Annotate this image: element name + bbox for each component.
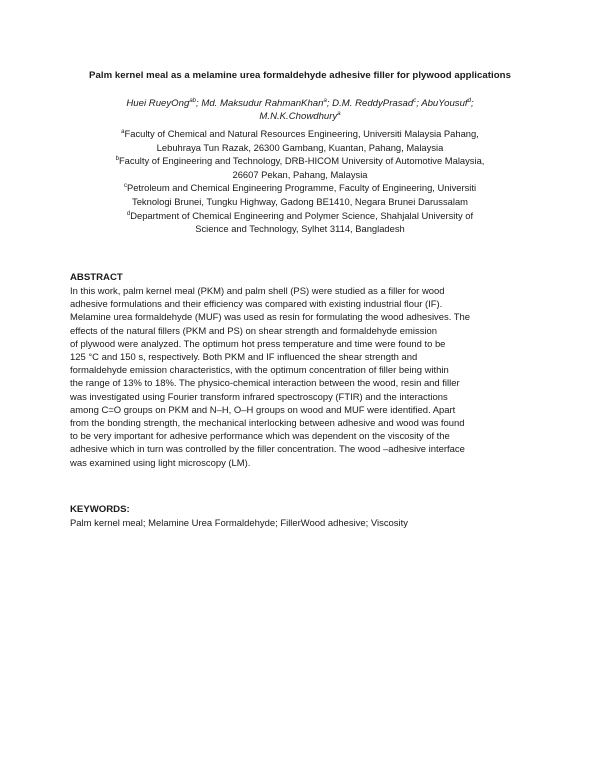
author-name: Md. Maksudur RahmanKhan xyxy=(201,98,324,109)
affiliation-mark: b xyxy=(115,156,119,163)
author-separator: ; xyxy=(416,98,422,109)
affiliation-line: Department of Chemical Engineering and Polymer Science, Shahjalal University of xyxy=(130,209,474,221)
abstract-line: was examined using light microscopy (LM). xyxy=(70,457,251,469)
author-name: AbuYousuf xyxy=(421,98,468,109)
author-affiliation-mark: ab xyxy=(189,97,196,104)
abstract-line: adhesive formulations and their efficiency was compared with existing industrial flour (IF). xyxy=(70,299,443,311)
author-name: Huei RueyOng xyxy=(126,98,190,109)
author-separator: ; xyxy=(196,98,202,109)
abstract-line: formaldehyde emission characteristics, with the optimum concentration of filler being within xyxy=(70,365,449,377)
affiliation-line: Faculty of Chemical and Natural Resources Engineering, Universiti Malaysia Pahang, xyxy=(124,128,479,139)
abstract-line: to be very important for adhesive performance which was dependent on the viscosity of the xyxy=(70,431,450,443)
affiliation-line: Science and Technology, Sylhet 3114, Bangladesh xyxy=(195,223,405,235)
abstract-line: from the bonding strength, the mechanical interlocking between adhesive and wood was found xyxy=(70,418,465,430)
affiliation-mark: c xyxy=(123,183,127,190)
author-affiliation-mark: a xyxy=(337,110,341,117)
affiliation-a xyxy=(60,127,540,141)
abstract-line: Melamine urea formaldehyde (MUF) was used as resin for formulating the wood adhesives. The xyxy=(70,312,471,324)
affiliation-mark: a xyxy=(121,128,125,135)
affiliation-b xyxy=(60,154,540,168)
keywords-heading: KEYWORDS: xyxy=(70,504,130,515)
affiliation-line: 26607 Pekan, Pahang, Malaysia xyxy=(232,168,368,180)
keywords-text: Palm kernel meal; Melamine Urea Formaldehyde; FillerWood adhesive; Viscosity xyxy=(70,518,408,529)
abstract-line: adhesive which in turn was controlled by the filler concentration. The wood –adhesive interface xyxy=(70,444,465,456)
abstract-line: effects of the natural fillers (PKM and PS) on shear strength and formaldehyde emission xyxy=(70,325,438,337)
author-name: D.M. ReddyPrasad xyxy=(332,98,414,109)
author-affiliation-mark: a xyxy=(323,97,327,104)
affiliation-mark: d xyxy=(126,210,131,217)
affiliation-line: Faculty of Engineering and Technology, DRB-HICOM University of Automotive Malaysia, xyxy=(118,155,485,167)
abstract-line: was investigated using Fourier transform infrared spectroscopy (FTIR) and the interactions xyxy=(70,391,448,403)
affiliation-line: Teknologi Brunei, Tungku Highway, Gadong BE1410, Negara Brunei Darussalam xyxy=(132,195,468,207)
affiliation-line: Lebuhraya Tun Razak, 26300 Gambang, Kuantan, Pahang, Malaysia xyxy=(156,141,444,153)
abstract-line: the range of 13% to 18%. The physico-chemical interaction between the wood, resin and filler xyxy=(70,378,460,390)
author-affiliation-mark: c xyxy=(413,97,417,104)
abstract-line: In this work, palm kernel meal (PKM) and palm shell (PS) were studied as a filler for wood xyxy=(70,286,445,297)
abstract-heading: ABSTRACT xyxy=(70,272,123,283)
affiliation-d xyxy=(60,209,540,223)
author-list xyxy=(60,97,540,123)
affiliation-list xyxy=(60,127,540,236)
abstract-line: among C=O groups on PKM and N–H, O–H groups on wood and MUF were identified. Apart xyxy=(70,404,456,416)
author-separator: ; xyxy=(326,98,333,109)
affiliation-line: Petroleum and Chemical Engineering Programme, Faculty of Engineering, Universiti xyxy=(126,182,477,194)
author-separator: ; xyxy=(470,98,474,109)
abstract-line: 125 °C and 150 s, respectively. Both PKM and IF influenced the shear strength and xyxy=(70,352,418,364)
abstract-body xyxy=(70,285,532,470)
paper-title: Palm kernel meal as a melamine urea formaldehyde adhesive filler for plywood applications xyxy=(89,70,511,81)
abstract-line: of plywood were analyzed. The optimum hot press temperature and time were found to be xyxy=(70,338,446,350)
author-name: M.N.K.Chowdhury xyxy=(259,111,338,122)
affiliation-c xyxy=(60,181,540,195)
author-affiliation-mark: d xyxy=(467,97,471,104)
